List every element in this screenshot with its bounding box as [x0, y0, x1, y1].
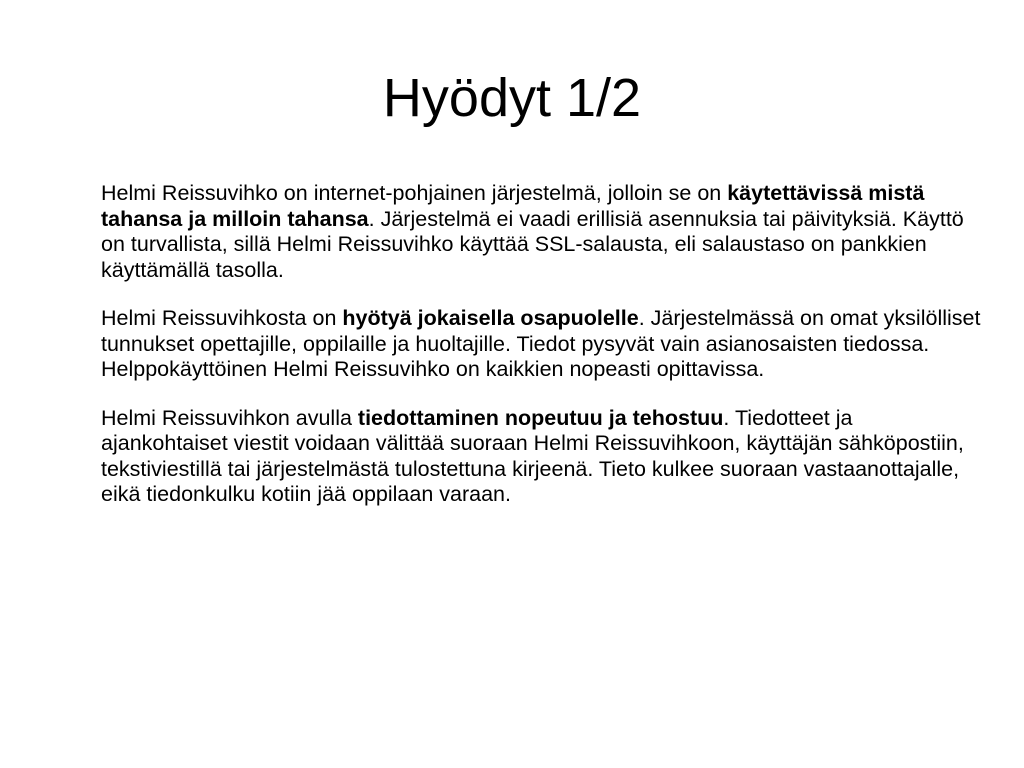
- paragraph-faster-communication: [101, 406, 981, 508]
- paragraph-text: Helmi Reissuvihkon avulla: [101, 405, 358, 430]
- paragraph-emphasis: tiedottaminen nopeutuu ja tehostuu: [357, 405, 724, 430]
- paragraph-text: . Tiedotteet ja ajankohtaiset viestit voidaan välittää suoraan Helmi Reissuvihkoon, käyttäjän sähköpostiin, tekstiviestillä tai järjestelmästä tulostettuna kirjeenä. Tieto kulkee suoraan vastaanottajalle, eikä tiedonkulku kotiin jää oppilaan varaan.: [101, 405, 964, 506]
- slide-title: Hyödyt 1/2: [382, 68, 642, 128]
- paragraph-text: Helmi Reissuvihko on internet-pohjainen järjestelmä, jolloin se on: [101, 181, 728, 205]
- paragraph-internet-based: [101, 181, 981, 283]
- paragraph-emphasis: käytettävissä mistä tahansa ja milloin tahansa: [101, 181, 925, 231]
- paragraph-benefit-all-parties: [101, 306, 981, 383]
- paragraph-text: . Järjestelmä ei vaadi erillisiä asennuksia tai päivityksiä. Käyttö on turvallista, sillä Helmi Reissuvihko käyttää SSL-salausta, eli salaustaso on pankkien käyttämällä tasolla.: [101, 206, 964, 282]
- slide-body: [101, 181, 981, 531]
- paragraph-text: Helmi Reissuvihkosta on: [101, 306, 343, 330]
- paragraph-emphasis: hyötyä jokaisella osapuolelle: [342, 306, 639, 330]
- paragraph-text: . Järjestelmässä on omat yksilölliset tunnukset opettajille, oppilaille ja huoltajille. Tiedot pysyvät vain asianosaisten tiedossa. Helppokäyttöinen Helmi Reissuvihko on kaikkien nopeasti opittavissa.: [101, 306, 981, 381]
